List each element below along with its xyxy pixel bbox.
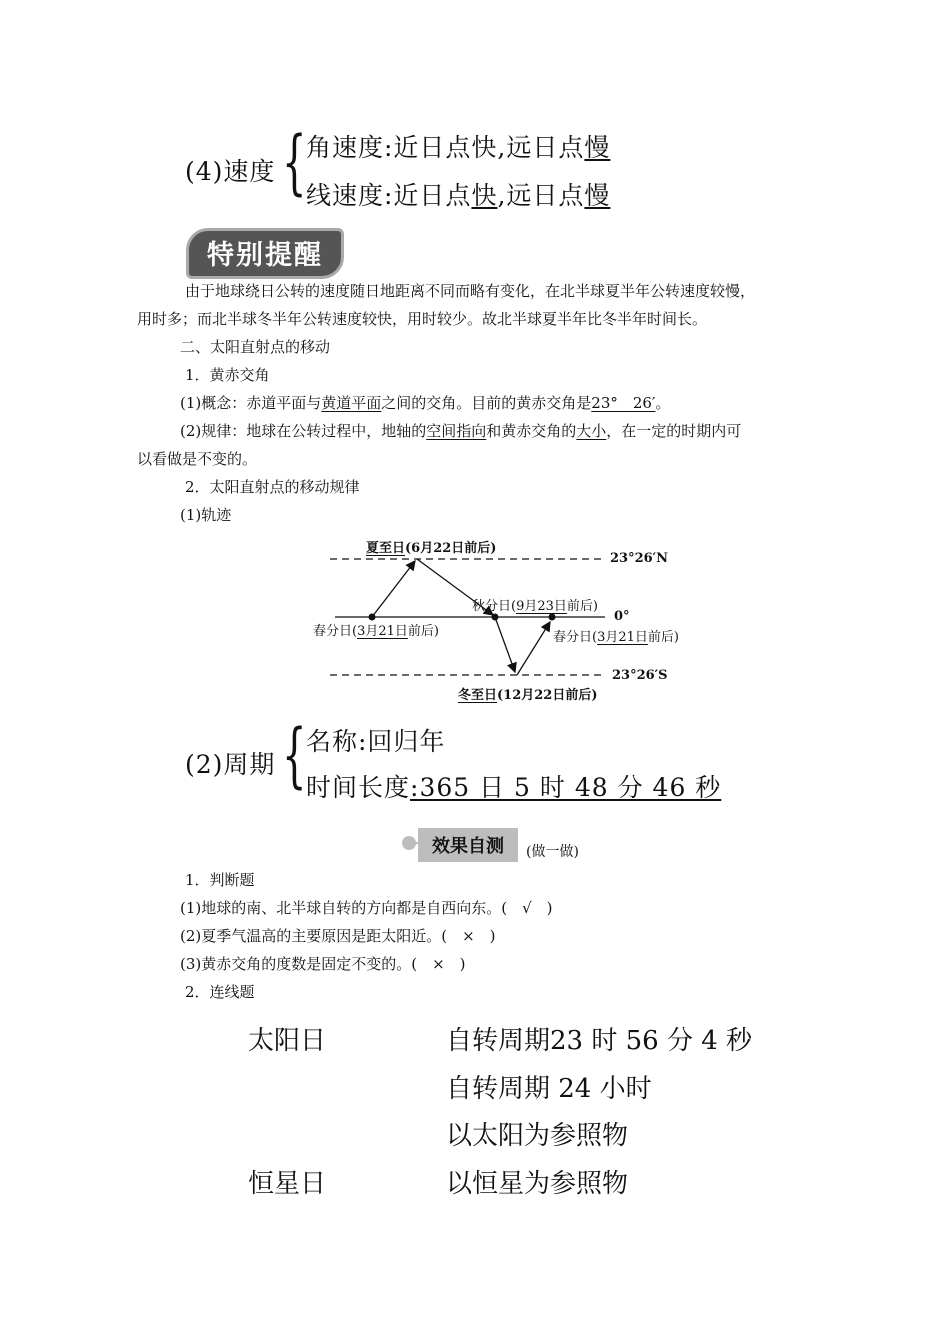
spring1-date: 3月21日 — [357, 624, 408, 639]
spring2-date: 3月21日 — [597, 630, 648, 645]
speed-label: (4)速度 — [185, 157, 276, 186]
winter-solstice-name: 冬至日 — [458, 688, 498, 703]
match-right-2: 自转周期 24 小时 — [446, 1074, 652, 1104]
subheading-movement: 2．太阳直射点的移动规律 — [185, 478, 360, 496]
period-brace: { — [282, 714, 307, 796]
autumn-equinox-label — [472, 595, 598, 614]
spring-equinox-point-2 — [549, 614, 556, 621]
arrow-spring-summer — [372, 561, 415, 617]
period-length-value: :365 日 5 时 48 分 46 秒 — [410, 773, 722, 802]
special-tip-badge: 特别提醒 — [186, 228, 344, 279]
spring1-post: 前后) — [407, 624, 439, 639]
concept-line — [180, 389, 670, 417]
judge-heading: 1．判断题 — [185, 871, 255, 889]
north-tropic-label: 23°26′N — [610, 551, 668, 566]
rule-line1 — [180, 417, 741, 445]
south-tropic-label: 23°26′S — [612, 668, 668, 683]
judge-q1: (1)地球的南、北半球自转的方向都是自西向东。( √ ) — [180, 899, 553, 917]
rule-answer-size: 大小 — [576, 422, 607, 440]
linear-speed-answer-slow: 慢 — [584, 181, 611, 210]
equator-label: 0° — [614, 609, 630, 624]
self-test-badge: 效果自测 — [418, 828, 518, 862]
self-test-note: (做一做) — [526, 844, 579, 860]
speed-brace: { — [282, 121, 307, 203]
match-heading: 2．连线题 — [185, 983, 255, 1001]
summer-solstice-label — [366, 537, 496, 556]
special-tip-line2: 用时多；而北半球冬半年公转速度较快，用时较少。故北半球夏半年比冬半年时间长。 — [137, 310, 708, 328]
spring-equinox-label-2 — [553, 626, 679, 645]
autumn-post: 前后) — [566, 599, 598, 614]
spring1-pre: 春分日( — [313, 624, 358, 639]
summer-solstice-date: (6月22日前后) — [405, 541, 497, 556]
concept-text-b: 之间的交角。目前的黄赤交角是 — [381, 394, 592, 412]
rule-text-c: ，在一定的时期内可 — [606, 422, 742, 440]
rule-text-a: (2)规律：地球在公转过程中，地轴的 — [180, 422, 427, 440]
match-right-3: 以太阳为参照物 — [446, 1121, 629, 1151]
concept-text-a: (1)概念：赤道平面与 — [180, 394, 322, 412]
match-right-1: 自转周期23 时 56 分 4 秒 — [446, 1026, 753, 1056]
linear-speed-answer-fast: 快 — [471, 181, 498, 210]
special-tip-line1: 由于地球绕日公转的速度随日地距离不同而略有变化，在北半球夏半年公转速度较慢， — [185, 282, 756, 300]
spring2-post: 前后) — [647, 630, 679, 645]
spring-equinox-label-1 — [313, 620, 439, 639]
rule-line2: 以看做是不变的。 — [137, 450, 258, 468]
period-length-label: 时间长度 — [306, 773, 411, 802]
subheading-obliquity: 1．黄赤交角 — [185, 366, 270, 384]
period-name-line: 名称:回归年 — [306, 727, 446, 756]
linear-speed-mid: ,远日点 — [497, 181, 585, 210]
angular-speed-line — [306, 128, 610, 164]
rule-text-b: 和黄赤交角的 — [486, 422, 577, 440]
autumn-date: 9月23日 — [516, 599, 567, 614]
arrow-autumn-winter — [495, 617, 515, 672]
concept-text-c: 。 — [655, 394, 671, 412]
winter-solstice-label — [458, 684, 598, 703]
winter-solstice-date: (12月22日前后) — [497, 688, 598, 703]
section-heading: 二、太阳直射点的移动 — [180, 338, 331, 356]
judge-q2: (2)夏季气温高的主要原因是距太阳近。( × ) — [180, 927, 496, 945]
concept-answer-ecliptic: 黄道平面 — [321, 394, 382, 412]
match-right-4: 以恒星为参照物 — [446, 1169, 629, 1199]
angular-speed-answer: 慢 — [584, 133, 611, 162]
concept-answer-angle: 23° 26′ — [591, 394, 656, 412]
match-left-sidereal-day: 恒星日 — [248, 1169, 327, 1199]
linear-speed-line — [306, 176, 610, 212]
summer-solstice-name: 夏至日 — [366, 541, 406, 556]
autumn-equinox-point — [492, 614, 499, 621]
angular-speed-text: 角速度:近日点快,远日点 — [306, 133, 585, 162]
linear-speed-text: 线速度:近日点 — [306, 181, 472, 210]
track-label: (1)轨迹 — [180, 506, 232, 524]
judge-q3: (3)黄赤交角的度数是固定不变的。( × ) — [180, 955, 466, 973]
match-left-solar-day: 太阳日 — [248, 1026, 327, 1056]
spring2-pre: 春分日( — [553, 630, 598, 645]
arrow-winter-spring — [517, 622, 550, 675]
rule-answer-direction: 空间指向 — [426, 422, 487, 440]
period-length-line — [306, 768, 721, 804]
period-label: (2)周期 — [185, 750, 276, 779]
autumn-pre: 秋分日( — [472, 599, 517, 614]
